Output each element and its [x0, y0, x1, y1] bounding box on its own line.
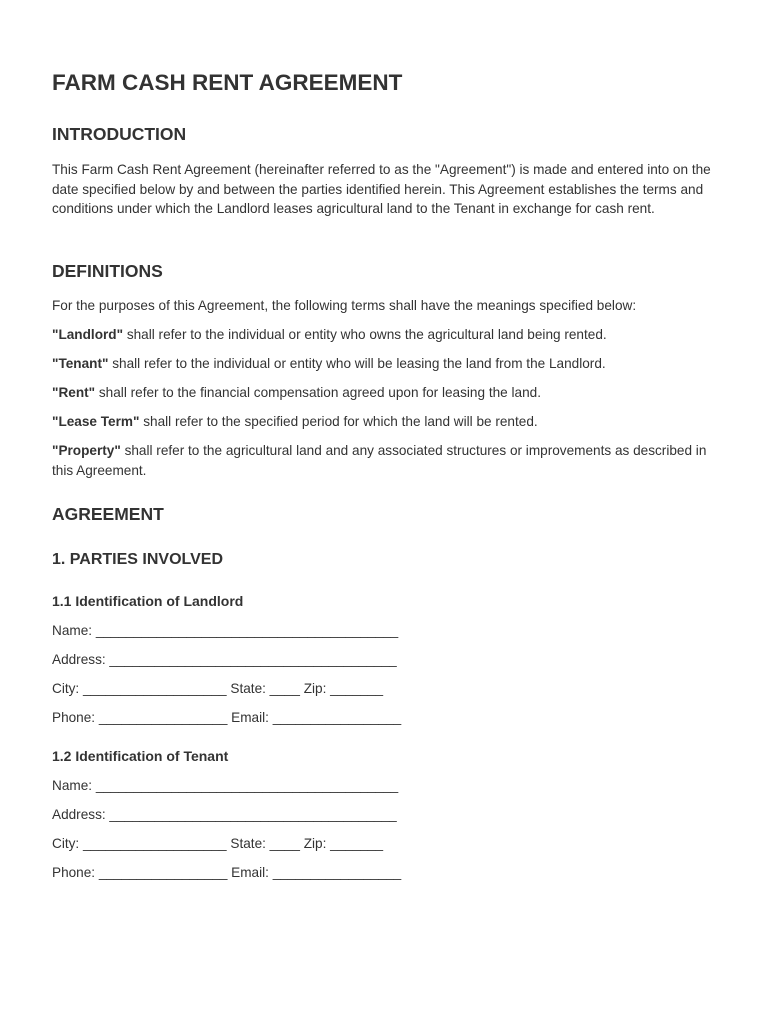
agreement-heading: AGREEMENT — [52, 504, 164, 524]
definition-text: shall refer to the financial compensation agreed upon for leasing the land. — [95, 385, 541, 400]
definition-text: shall refer to the specified period for which the land will be rented. — [139, 414, 538, 429]
definitions-heading: DEFINITIONS — [52, 261, 163, 281]
definition-lease-term — [52, 412, 732, 432]
introduction-heading: INTRODUCTION — [52, 124, 187, 144]
definition-term: "Property" — [52, 443, 121, 458]
definition-text: shall refer to the agricultural land and any associated structures or improvements as described in this Agreement. — [52, 443, 707, 478]
document-title: FARM CASH RENT AGREEMENT — [52, 70, 403, 95]
landlord-address-field[interactable]: Address: ______________________________________ — [52, 652, 397, 667]
tenant-name-field[interactable]: Name: ________________________________________ — [52, 778, 399, 793]
definition-term: "Lease Term" — [52, 414, 140, 429]
definition-term: "Rent" — [52, 385, 96, 400]
definition-text: shall refer to the individual or entity who will be leasing the land from the Landlord. — [108, 356, 606, 371]
definition-rent — [52, 383, 732, 403]
definition-term: "Tenant" — [52, 356, 109, 371]
definition-text: shall refer to the individual or entity who owns the agricultural land being rented. — [123, 327, 607, 342]
definition-landlord — [52, 325, 732, 345]
landlord-name-field[interactable]: Name: ________________________________________ — [52, 623, 399, 638]
definitions-intro: For the purposes of this Agreement, the following terms shall have the meanings specified below: — [52, 298, 637, 313]
landlord-city-state-zip-field[interactable]: City: ___________________ State: ____ Zip: _______ — [52, 681, 384, 696]
definition-tenant — [52, 354, 732, 374]
parties-involved-heading: 1. PARTIES INVOLVED — [52, 551, 223, 568]
definition-property — [52, 441, 717, 480]
tenant-city-state-zip-field[interactable]: City: ___________________ State: ____ Zip: _______ — [52, 836, 384, 851]
landlord-identification-heading: 1.1 Identification of Landlord — [52, 593, 244, 609]
tenant-phone-email-field[interactable]: Phone: _________________ Email: _________________ — [52, 865, 402, 880]
tenant-address-field[interactable]: Address: ______________________________________ — [52, 807, 397, 822]
introduction-text: This Farm Cash Rent Agreement (hereinafter referred to as the "Agreement") is made and entered into on the date specified below by and between the parties identified herein. This Agreement establishes the terms and conditions under which the Landlord leases agricultural land to the Tenant in exchange for cash rent. — [52, 162, 711, 216]
definition-term: "Landlord" — [52, 327, 124, 342]
landlord-phone-email-field[interactable]: Phone: _________________ Email: _________________ — [52, 710, 402, 725]
tenant-identification-heading: 1.2 Identification of Tenant — [52, 748, 229, 764]
